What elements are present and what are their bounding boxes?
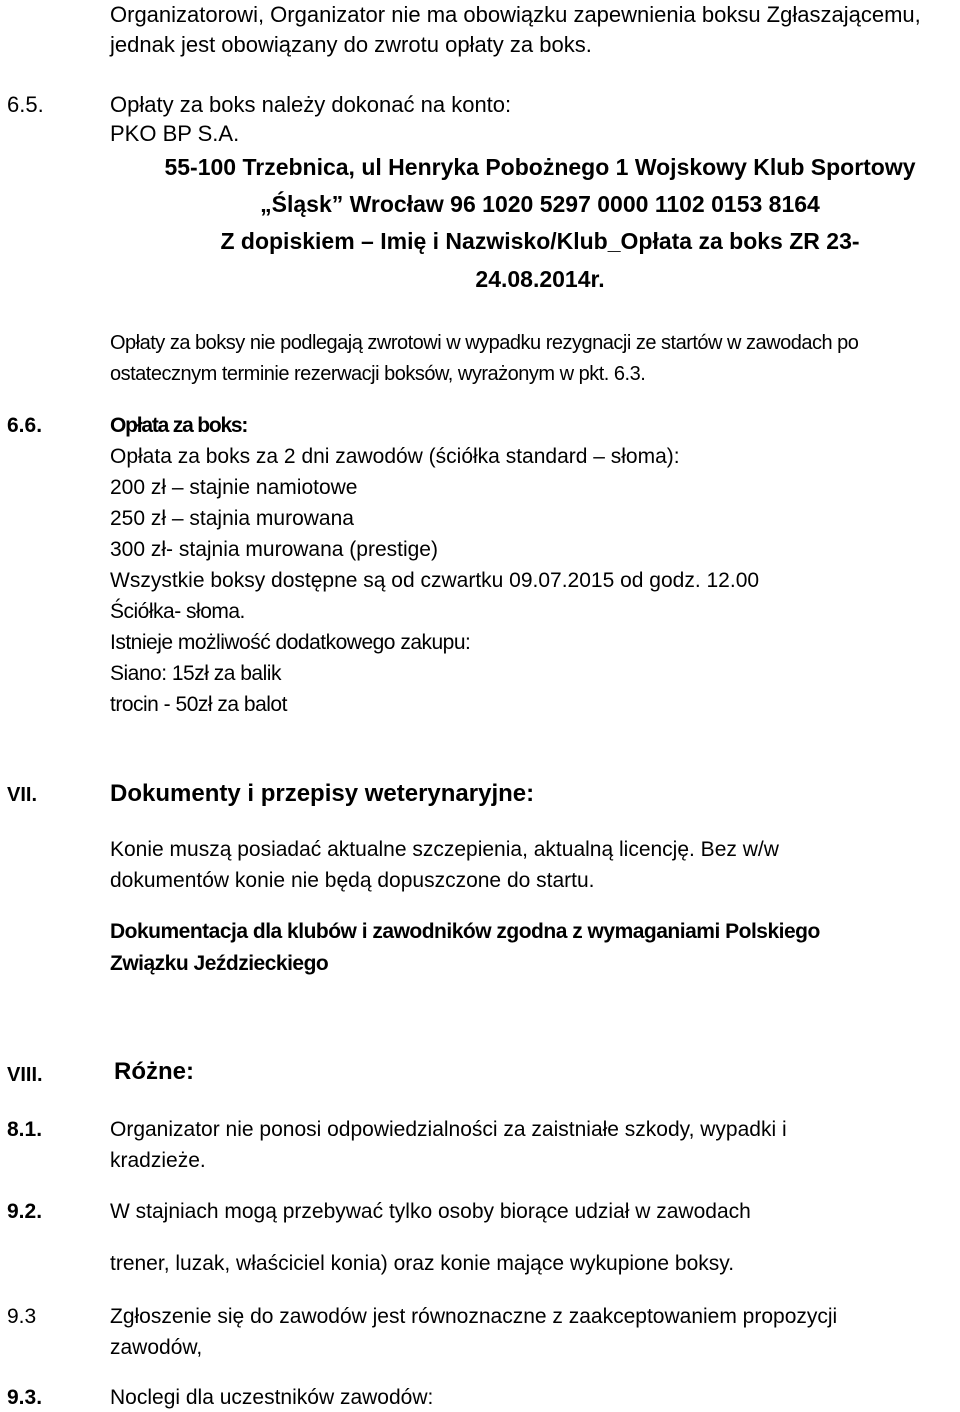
section-viii-number: VIII. bbox=[7, 1064, 43, 1086]
item-9-3-line-1: Zgłoszenie się do zawodów jest równoznaczne z zaakceptowaniem propozycji bbox=[110, 1305, 838, 1328]
item-9-3b-number: 9.3. bbox=[7, 1386, 43, 1409]
vet-line-1: Konie muszą posiadać aktualne szczepienia, aktualną licencję. Bez w/w bbox=[110, 838, 779, 861]
refund-line-1: Opłaty za boksy nie podlegają zwrotowi w wypadku rezygnacji ze startów w zawodach po bbox=[110, 332, 859, 354]
refund-line-2: ostatecznym terminie rezerwacji boksów, wyrażonym w pkt. 6.3. bbox=[110, 363, 646, 385]
fee-line-1: Opłata za boks za 2 dni zawodów (ściółka standard – słoma): bbox=[110, 445, 680, 468]
bank-account: „Śląsk” Wrocław 96 1020 5297 0000 1102 0153 8164 bbox=[260, 191, 820, 217]
extra-line-1: Ściółka- słoma. bbox=[110, 600, 245, 623]
item-9-2-line-1: W stajniach mogą przebywać tylko osoby biorące udział w zawodach bbox=[110, 1200, 751, 1223]
intro-line-2: jednak jest obowiązany do zwrotu opłaty za boks. bbox=[110, 32, 592, 57]
extra-line-2: Istnieje możliwość dodatkowego zakupu: bbox=[110, 631, 471, 654]
fee-line-2: 200 zł – stajnie namiotowe bbox=[110, 476, 358, 499]
vet-line-2: dokumentów konie nie będą dopuszczone do startu. bbox=[110, 869, 595, 892]
docs-line-1: Dokumentacja dla klubów i zawodników zgodna z wymaganiami Polskiego bbox=[110, 920, 820, 943]
item-9-3b-line-1: Noclegi dla uczestników zawodów: bbox=[110, 1386, 434, 1409]
item-9-3-line-2: zawodów, bbox=[110, 1336, 203, 1359]
bank-name: PKO BP S.A. bbox=[110, 121, 240, 146]
transfer-note-line-1: Z dopiskiem – Imię i Nazwisko/Klub_Opłata za boks ZR 23- bbox=[220, 228, 860, 254]
section-vii-number: VII. bbox=[7, 784, 38, 806]
fee-line-4: 300 zł- stajnia murowana (prestige) bbox=[110, 538, 438, 561]
section-6-6-title: Opłata za boks: bbox=[110, 414, 248, 437]
section-6-5-number: 6.5. bbox=[7, 92, 44, 117]
section-vii-title: Dokumenty i przepisy weterynaryjne: bbox=[110, 780, 535, 807]
extra-line-4: trocin - 50zł za balot bbox=[110, 693, 287, 716]
item-9-3-number: 9.3 bbox=[7, 1305, 37, 1328]
item-9-2-line-2: trener, luzak, właściciel konia) oraz konie mające wykupione boksy. bbox=[110, 1252, 735, 1275]
section-6-6-number: 6.6. bbox=[7, 414, 43, 437]
fee-line-3: 250 zł – stajnia murowana bbox=[110, 507, 354, 530]
extra-line-3: Siano: 15zł za balik bbox=[110, 662, 281, 685]
section-6-5-text: Opłaty za boks należy dokonać na konto: bbox=[110, 92, 512, 117]
item-8-1-line-2: kradzieże. bbox=[110, 1149, 206, 1172]
item-9-2-number: 9.2. bbox=[7, 1200, 43, 1223]
section-viii-title: Różne: bbox=[114, 1058, 194, 1085]
item-8-1-line-1: Organizator nie ponosi odpowiedzialności za zaistniałe szkody, wypadki i bbox=[110, 1118, 787, 1141]
fee-line-5: Wszystkie boksy dostępne są od czwartku 09.07.2015 od godz. 12.00 bbox=[110, 569, 760, 592]
bank-address: 55-100 Trzebnica, ul Henryka Pobożnego 1 Wojskowy Klub Sportowy bbox=[164, 154, 916, 180]
intro-line-1: Organizatorowi, Organizator nie ma obowiązku zapewnienia boksu Zgłaszającemu, bbox=[110, 2, 921, 27]
docs-line-2: Związku Jeździeckiego bbox=[110, 952, 329, 975]
transfer-note-line-2: 24.08.2014r. bbox=[475, 266, 605, 292]
item-8-1-number: 8.1. bbox=[7, 1118, 43, 1141]
